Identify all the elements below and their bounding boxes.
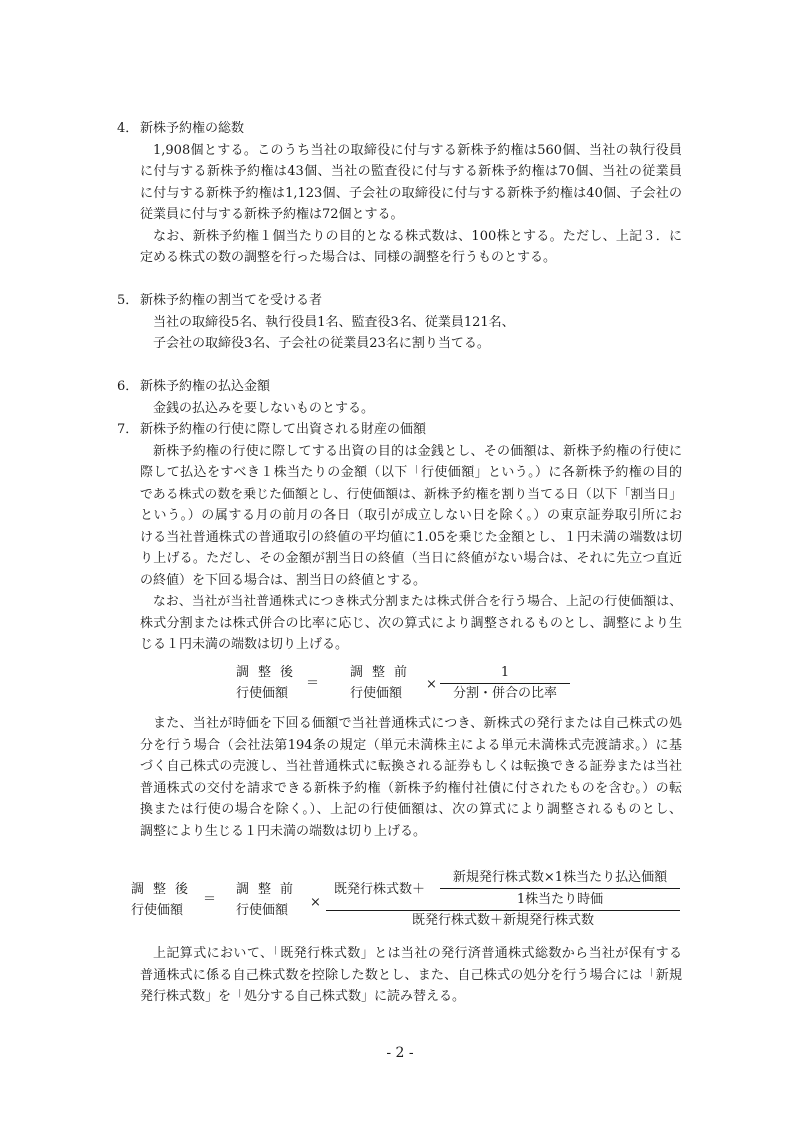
paragraph-line: 当社の取締役5名、執行役員1名、監査役3名、従業員121名、 xyxy=(153,315,515,330)
formula-rhs-bottom: 行使価額 xyxy=(236,903,289,918)
paragraph-line: づく自己株式の売渡し、当社普通株式に転換される証券もしくは転換できる証券または当社 xyxy=(140,759,682,774)
paragraph-line: 普通株式の交付を請求できる新株予約権（新株予約権付社債に付されたものを含む。）の転 xyxy=(140,781,682,796)
section-title: 新株予約権の行使に際して出資される財産の価額 xyxy=(140,422,427,437)
section-title: 新株予約権の総数 xyxy=(140,121,245,136)
section-4-heading xyxy=(117,121,244,137)
inner-fraction-bar xyxy=(440,888,680,889)
fraction-bar xyxy=(326,910,680,911)
formula-lhs-top: 調整後 xyxy=(131,882,198,897)
paragraph-line: なお、当社が当社普通株式につき株式分割または株式併合を行う場合、上記の行使価額は、 xyxy=(153,594,682,609)
paragraph-line: 新株予約権の行使に際してする出資の目的は金銭とし、その価額は、新株予約権の行使に xyxy=(153,444,682,459)
section-title: 新株予約権の割当てを受ける者 xyxy=(140,293,323,308)
formula-lhs-bottom: 行使価額 xyxy=(236,686,289,701)
section-number: 4． xyxy=(117,121,139,136)
formula-times: × xyxy=(426,677,437,692)
formula-lhs-top: 調整後 xyxy=(236,665,303,680)
section-6-heading xyxy=(117,379,270,395)
paragraph-line: 上記算式において、「既発行株式数」とは当社の発行済普通株式総数から当社が保有する xyxy=(153,946,682,961)
formula-inner-numerator: 新規発行株式数×1株当たり払込価額 xyxy=(452,870,668,885)
formula-numerator: 1 xyxy=(500,665,510,680)
paragraph-line: である株式の数を乗じた価額とし、行使価額は、新株予約権を割り当てる日（以下「割当日」 xyxy=(140,487,682,502)
paragraph-line: 普通株式に係る自己株式数を控除した数とし、また、自己株式の処分を行う場合には「新規 xyxy=(140,968,682,983)
section-7-heading xyxy=(117,422,426,438)
section-number: 7． xyxy=(117,422,139,437)
section-title: 新株予約権の払込金額 xyxy=(140,379,271,394)
paragraph-line: 発行株式数」を「処分する自己株式数」に読み替える。 xyxy=(140,989,466,1004)
paragraph-line: じる１円未満の端数は切り上げる。 xyxy=(140,637,349,652)
paragraph-line: ける当社普通株式の普通取引の終値の平均値に1.05を乗じた金額とし、１円未満の端数は切 xyxy=(140,530,682,545)
paragraph-line: 定める株式の数の調整を行った場合は、同様の調整を行うものとする。 xyxy=(140,250,557,265)
formula-rhs-top: 調整前 xyxy=(350,665,417,680)
paragraph-line: 分を行う場合（会社法第194条の規定（単元未満株主による単元未満株式売渡請求。）に基 xyxy=(140,738,682,753)
paragraph-line: なお、新株予約権１個当たりの目的となる株式数は、100株とする。ただし、上記３．に xyxy=(153,229,682,244)
fraction-bar xyxy=(440,683,570,684)
paragraph-line: に付与する新株予約権は1,123個、子会社の取締役に付与する新株予約権は40個、子会社の xyxy=(140,186,682,201)
paragraph-line: 子会社の取締役3名、子会社の従業員23名に割り当てる。 xyxy=(153,336,490,351)
paragraph-line: 1,908個とする。このうち当社の取締役に付与する新株予約権は560個、当社の執行役員 xyxy=(153,143,682,158)
paragraph-line: 株式分割または株式併合の比率に応じ、次の算式により調整されるものとし、調整により生 xyxy=(140,616,682,631)
formula-equals: ＝ xyxy=(306,676,320,691)
paragraph-line: 調整により生じる１円未満の端数は切り上げる。 xyxy=(140,824,427,839)
formula-rhs-bottom: 行使価額 xyxy=(350,686,403,701)
paragraph-line: の終値）を下回る場合は、割当日の終値とする。 xyxy=(140,573,427,588)
section-number: 6． xyxy=(117,379,139,394)
paragraph-line: また、当社が時価を下回る価額で当社普通株式につき、新株式の発行または自己株式の処 xyxy=(153,716,682,731)
paragraph-line: という。）の属する月の前月の各日（取引が成立しない日を除く。）の東京証券取引所にお xyxy=(140,508,682,523)
formula-equals: ＝ xyxy=(203,892,217,907)
formula-times: × xyxy=(310,895,321,910)
paragraph-line: 従業員に付与する新株予約権は72個とする。 xyxy=(140,207,404,222)
section-number: 5． xyxy=(117,293,139,308)
formula-numerator-prefix: 既発行株式数＋ xyxy=(334,882,426,897)
formula-denominator: 既発行株式数＋新規発行株式数 xyxy=(411,913,594,928)
formula-denominator: 分割・併合の比率 xyxy=(452,686,557,701)
paragraph-line: 際して払込をすべき１株当たりの金額（以下「行使価額」という。）に各新株予約権の目的 xyxy=(140,465,682,480)
formula-rhs-top: 調整前 xyxy=(236,882,303,897)
formula-inner-denominator: 1株当たり時価 xyxy=(516,892,604,907)
section-5-heading xyxy=(117,293,322,309)
paragraph-line: 換または行使の場合を除く。）、上記の行使価額は、次の算式により調整されるものとし、 xyxy=(140,802,682,817)
paragraph-line: 金銭の払込みを要しないものとする。 xyxy=(153,401,375,416)
page-number: - 2 - xyxy=(386,1045,414,1061)
formula-lhs-bottom: 行使価額 xyxy=(131,903,184,918)
paragraph-line: に付与する新株予約権は43個、当社の監査役に付与する新株予約権は70個、当社の従業員 xyxy=(140,164,682,179)
paragraph-line: り上げる。ただし、その金額が割当日の終値（当日に終値がない場合は、それに先立つ直近 xyxy=(140,551,682,566)
